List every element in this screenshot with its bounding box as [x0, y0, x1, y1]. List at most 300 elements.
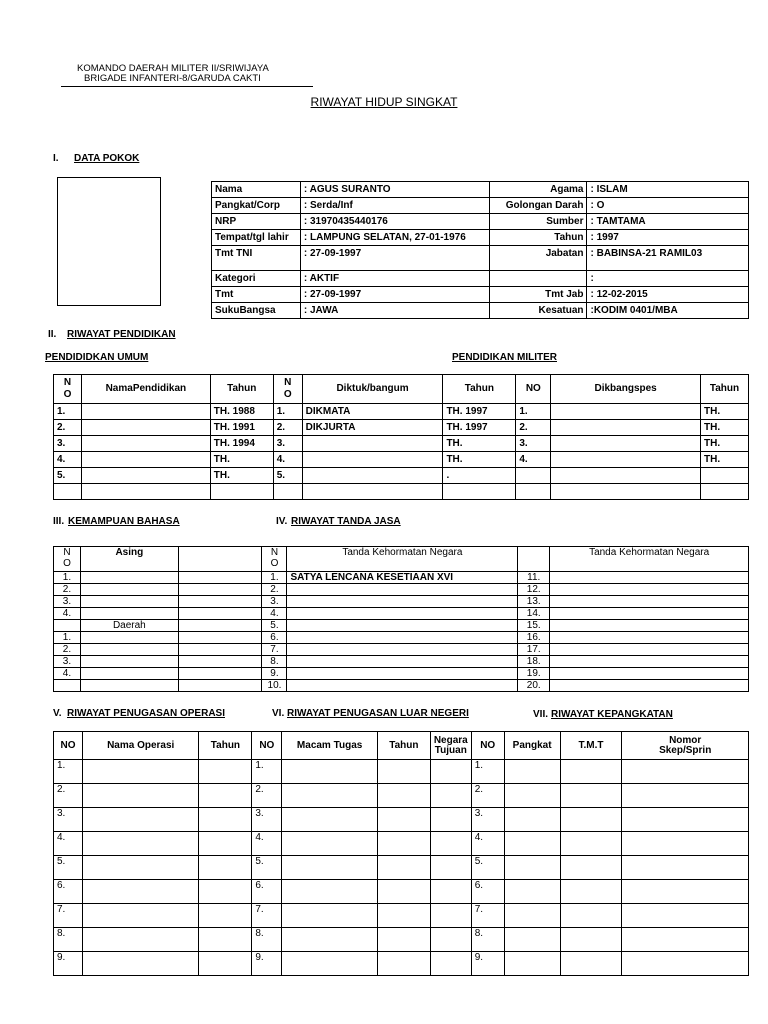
column-header: Tahun — [199, 732, 252, 760]
table-cell — [287, 680, 518, 692]
table-cell: 4. — [273, 452, 302, 468]
table-cell: SATYA LENCANA KESETIAAN XVI — [287, 572, 518, 584]
table-cell — [377, 880, 430, 904]
table-cell: 6. — [54, 880, 83, 904]
field-label: Tempat/tgl lahir — [212, 230, 301, 246]
column-header: NO — [516, 375, 551, 404]
table-cell: DIKMATA — [302, 404, 443, 420]
table-cell — [622, 760, 749, 784]
table-row — [54, 584, 749, 596]
table-cell: TH. — [700, 420, 748, 436]
table-cell — [54, 680, 81, 692]
column-header: T.M.T — [560, 732, 622, 760]
table-cell — [199, 952, 252, 976]
table-cell — [622, 928, 749, 952]
table-cell — [178, 584, 262, 596]
table-cell — [430, 760, 471, 784]
column-header: Negara Tujuan — [430, 732, 471, 760]
field-label: SukuBangsa — [212, 303, 301, 319]
table-cell: 7. — [471, 904, 504, 928]
table-cell — [199, 880, 252, 904]
table-cell — [504, 952, 560, 976]
table-cell — [80, 656, 178, 668]
table-cell — [377, 760, 430, 784]
field-label: Golongan Darah — [489, 198, 587, 214]
header-rule — [61, 86, 313, 87]
table-cell: 16. — [518, 632, 550, 644]
section-5-number: V. — [53, 708, 62, 719]
column-header: Tanda Kehormatan Negara — [287, 547, 518, 572]
column-header — [178, 547, 262, 572]
column-header: Tanda Kehormatan Negara — [550, 547, 749, 572]
table-cell: 1. — [273, 404, 302, 420]
table-cell — [560, 880, 622, 904]
data-pokok-row — [212, 303, 749, 319]
table-cell: 1. — [54, 404, 82, 420]
column-header: Diktuk/bangum — [302, 375, 443, 404]
table-cell — [282, 784, 378, 808]
table-cell — [287, 632, 518, 644]
table-cell: TH. 1997 — [443, 404, 516, 420]
bahasa-jasa-header-row — [54, 547, 749, 572]
table-cell — [80, 668, 178, 680]
table-cell — [302, 436, 443, 452]
pendidikan-header-row — [54, 375, 749, 404]
table-cell: 1. — [54, 632, 81, 644]
table-cell — [443, 484, 516, 500]
column-header: Nama Operasi — [82, 732, 199, 760]
field-label: Tmt Jab — [489, 287, 587, 303]
table-cell — [282, 808, 378, 832]
table-cell — [287, 656, 518, 668]
table-cell: 7. — [262, 644, 287, 656]
table-cell — [430, 808, 471, 832]
table-cell — [82, 904, 199, 928]
table-cell: . — [443, 468, 516, 484]
table-cell — [82, 832, 199, 856]
table-cell: 5. — [252, 856, 282, 880]
field-label: Kesatuan — [489, 303, 587, 319]
data-pokok-row — [212, 287, 749, 303]
table-cell — [287, 644, 518, 656]
table-cell — [504, 808, 560, 832]
pendidikan-umum-label: PENDIDIDKAN UMUM — [45, 352, 149, 363]
table-cell — [560, 952, 622, 976]
table-cell — [80, 644, 178, 656]
table-row — [54, 784, 749, 808]
table-cell — [377, 808, 430, 832]
column-header: NO — [471, 732, 504, 760]
table-row — [54, 436, 749, 452]
table-cell — [178, 632, 262, 644]
table-cell — [273, 484, 302, 500]
table-row — [54, 404, 749, 420]
field-value: : 1997 — [587, 230, 749, 246]
table-cell: 4. — [54, 452, 82, 468]
table-cell — [551, 404, 701, 420]
table-cell — [550, 680, 749, 692]
table-cell — [550, 584, 749, 596]
field-value: : 27-09-1997 — [300, 246, 489, 271]
table-row — [54, 644, 749, 656]
column-header: NO — [252, 732, 282, 760]
table-row — [54, 760, 749, 784]
table-cell: 4. — [54, 608, 81, 620]
table-cell — [178, 596, 262, 608]
table-cell: 19. — [518, 668, 550, 680]
table-cell — [178, 656, 262, 668]
table-cell: TH. — [210, 468, 273, 484]
table-cell — [81, 484, 210, 500]
table-cell: TH. 1994 — [210, 436, 273, 452]
pendidikan-militer-label: PENDIDIKAN MILITER — [452, 352, 557, 363]
field-value: : BABINSA-21 RAMIL03 — [587, 246, 749, 271]
field-label: NRP — [212, 214, 301, 230]
table-row — [54, 452, 749, 468]
table-cell — [551, 420, 701, 436]
table-cell: 9. — [262, 668, 287, 680]
table-cell: 7. — [54, 904, 83, 928]
table-row — [54, 620, 749, 632]
table-row — [54, 952, 749, 976]
table-cell — [302, 452, 443, 468]
section-1-title: DATA POKOK — [74, 153, 140, 164]
pendidikan-table — [53, 374, 749, 500]
table-cell — [80, 584, 178, 596]
table-cell: 3. — [54, 596, 81, 608]
table-cell — [377, 952, 430, 976]
header-line-2: BRIGADE INFANTERI-8/GARUDA CAKTI — [84, 73, 261, 84]
table-cell: TH. 1988 — [210, 404, 273, 420]
table-cell — [622, 880, 749, 904]
table-cell — [287, 608, 518, 620]
table-cell — [80, 680, 178, 692]
column-header: Asing — [80, 547, 178, 572]
table-cell: TH. 1997 — [443, 420, 516, 436]
table-row — [54, 572, 749, 584]
table-cell: 3. — [516, 436, 551, 452]
table-cell: TH. — [700, 452, 748, 468]
table-cell: 20. — [518, 680, 550, 692]
field-value: : ISLAM — [587, 182, 749, 198]
table-cell — [560, 760, 622, 784]
table-row — [54, 468, 749, 484]
table-cell — [282, 904, 378, 928]
table-cell: 6. — [471, 880, 504, 904]
table-cell: 9. — [54, 952, 83, 976]
table-cell — [430, 784, 471, 808]
table-cell: 3. — [262, 596, 287, 608]
penugasan-table — [53, 731, 749, 976]
table-cell — [550, 608, 749, 620]
table-cell — [560, 856, 622, 880]
table-cell — [377, 832, 430, 856]
column-header: Dikbangspes — [551, 375, 701, 404]
section-4-number: IV. — [276, 516, 288, 527]
section-2-number: II. — [48, 329, 57, 340]
field-value: : LAMPUNG SELATAN, 27-01-1976 — [300, 230, 489, 246]
field-value: : 12-02-2015 — [587, 287, 749, 303]
table-cell: 18. — [518, 656, 550, 668]
field-value: : AKTIF — [300, 271, 489, 287]
table-cell — [551, 452, 701, 468]
column-header — [518, 547, 550, 572]
column-header: N O — [54, 375, 82, 404]
table-row — [54, 420, 749, 436]
table-cell — [82, 856, 199, 880]
table-cell — [700, 468, 748, 484]
table-cell: 9. — [471, 952, 504, 976]
table-cell — [81, 452, 210, 468]
table-row — [54, 632, 749, 644]
table-cell: TH. — [443, 452, 516, 468]
table-row — [54, 656, 749, 668]
table-cell — [430, 832, 471, 856]
field-value: : 27-09-1997 — [300, 287, 489, 303]
column-header: Macam Tugas — [282, 732, 378, 760]
field-value: :KODIM 0401/MBA — [587, 303, 749, 319]
table-cell — [199, 760, 252, 784]
table-cell: 9. — [252, 952, 282, 976]
table-cell — [282, 856, 378, 880]
table-cell — [377, 928, 430, 952]
table-cell: 14. — [518, 608, 550, 620]
table-cell: 1. — [471, 760, 504, 784]
column-header: Nomor Skep/Sprin — [622, 732, 749, 760]
table-cell — [178, 644, 262, 656]
table-cell — [80, 632, 178, 644]
field-label: Tmt TNI — [212, 246, 301, 271]
table-cell — [430, 928, 471, 952]
table-cell — [504, 904, 560, 928]
data-pokok-row — [212, 271, 749, 287]
table-cell — [287, 596, 518, 608]
table-cell: 17. — [518, 644, 550, 656]
table-cell — [80, 608, 178, 620]
table-cell — [81, 404, 210, 420]
table-cell: 2. — [54, 784, 83, 808]
table-row — [54, 608, 749, 620]
column-header: N O — [54, 547, 81, 572]
table-cell — [504, 832, 560, 856]
table-cell — [550, 668, 749, 680]
table-cell — [282, 832, 378, 856]
table-cell: 2. — [252, 784, 282, 808]
section-1-number: I. — [53, 153, 59, 164]
table-cell: 4. — [54, 832, 83, 856]
table-cell: 15. — [518, 620, 550, 632]
table-cell — [178, 620, 262, 632]
table-cell — [282, 928, 378, 952]
field-label: Pangkat/Corp — [212, 198, 301, 214]
field-value: : TAMTAMA — [587, 214, 749, 230]
table-cell — [551, 436, 701, 452]
table-cell — [82, 808, 199, 832]
table-cell — [550, 656, 749, 668]
table-cell — [560, 784, 622, 808]
table-cell — [82, 880, 199, 904]
table-cell — [504, 928, 560, 952]
column-header: NO — [54, 732, 83, 760]
table-cell: 10. — [262, 680, 287, 692]
table-cell: 1. — [54, 572, 81, 584]
table-cell — [178, 680, 262, 692]
table-cell: 2. — [471, 784, 504, 808]
table-cell: 3. — [54, 436, 82, 452]
section-7-number: VII. — [533, 709, 549, 720]
table-cell: 1. — [262, 572, 287, 584]
table-cell — [82, 928, 199, 952]
table-cell — [82, 784, 199, 808]
field-label: Tahun — [489, 230, 587, 246]
table-cell: 4. — [252, 832, 282, 856]
section-4-title: RIWAYAT TANDA JASA — [291, 516, 401, 527]
table-cell — [199, 928, 252, 952]
table-cell — [622, 856, 749, 880]
table-row — [54, 856, 749, 880]
table-cell: TH. — [210, 452, 273, 468]
table-cell — [560, 904, 622, 928]
table-cell — [504, 784, 560, 808]
table-cell — [178, 572, 262, 584]
table-cell — [377, 784, 430, 808]
column-header: NamaPendidikan — [81, 375, 210, 404]
table-cell — [287, 584, 518, 596]
table-cell — [516, 468, 551, 484]
table-cell: TH. — [700, 436, 748, 452]
table-cell — [377, 856, 430, 880]
table-cell: Daerah — [80, 620, 178, 632]
table-cell: 4. — [516, 452, 551, 468]
table-row — [54, 596, 749, 608]
table-cell — [199, 856, 252, 880]
table-cell — [81, 468, 210, 484]
column-header: Tahun — [700, 375, 748, 404]
table-cell: 3. — [54, 656, 81, 668]
table-cell: 11. — [518, 572, 550, 584]
table-row — [54, 680, 749, 692]
table-cell: 3. — [252, 808, 282, 832]
bahasa-jasa-table — [53, 546, 749, 692]
table-row — [54, 832, 749, 856]
field-value: : Serda/Inf — [300, 198, 489, 214]
table-cell: 2. — [516, 420, 551, 436]
table-cell: TH. — [700, 404, 748, 420]
table-cell: TH. — [443, 436, 516, 452]
data-pokok-row — [212, 198, 749, 214]
table-cell — [550, 620, 749, 632]
table-cell — [199, 832, 252, 856]
table-cell — [377, 904, 430, 928]
table-cell: TH. 1991 — [210, 420, 273, 436]
table-cell — [430, 952, 471, 976]
field-value: : O — [587, 198, 749, 214]
page-title: RIWAYAT HIDUP SINGKAT — [310, 95, 458, 109]
table-cell — [551, 468, 701, 484]
table-cell — [622, 904, 749, 928]
table-row — [54, 904, 749, 928]
table-cell: 3. — [471, 808, 504, 832]
column-header: Pangkat — [504, 732, 560, 760]
section-3-number: III. — [53, 516, 65, 527]
table-cell: 5. — [54, 468, 82, 484]
table-cell — [622, 784, 749, 808]
table-cell: 1. — [516, 404, 551, 420]
table-row — [54, 484, 749, 500]
table-cell — [700, 484, 748, 500]
table-cell — [282, 760, 378, 784]
table-row — [54, 808, 749, 832]
table-row — [54, 928, 749, 952]
table-cell — [504, 760, 560, 784]
table-cell — [82, 760, 199, 784]
data-pokok-row — [212, 246, 749, 271]
section-5-title: RIWAYAT PENUGASAN OPERASI — [67, 708, 225, 719]
field-value: : — [587, 271, 749, 287]
table-cell — [80, 596, 178, 608]
table-cell — [80, 572, 178, 584]
table-cell — [550, 572, 749, 584]
table-cell — [302, 484, 443, 500]
table-cell: 13. — [518, 596, 550, 608]
table-cell: 4. — [54, 668, 81, 680]
table-cell — [551, 484, 701, 500]
table-cell — [199, 904, 252, 928]
table-cell: 2. — [54, 584, 81, 596]
table-cell: 8. — [54, 928, 83, 952]
table-cell — [302, 468, 443, 484]
table-cell — [430, 904, 471, 928]
table-cell — [282, 880, 378, 904]
table-cell — [81, 420, 210, 436]
data-pokok-row — [212, 214, 749, 230]
section-7-title: RIWAYAT KEPANGKATAN — [551, 709, 673, 720]
table-cell: 1. — [54, 760, 83, 784]
field-label — [489, 271, 587, 287]
table-cell: 1. — [252, 760, 282, 784]
table-row — [54, 880, 749, 904]
table-cell: DIKJURTA — [302, 420, 443, 436]
table-cell: 6. — [252, 880, 282, 904]
table-cell: 8. — [471, 928, 504, 952]
field-value: : JAWA — [300, 303, 489, 319]
column-header: Tahun — [443, 375, 516, 404]
table-cell — [516, 484, 551, 500]
table-cell: 8. — [262, 656, 287, 668]
table-cell: 3. — [273, 436, 302, 452]
table-cell — [504, 856, 560, 880]
table-cell — [622, 808, 749, 832]
table-cell — [560, 928, 622, 952]
table-cell — [550, 596, 749, 608]
table-cell: 7. — [252, 904, 282, 928]
table-cell — [282, 952, 378, 976]
data-pokok-row — [212, 230, 749, 246]
table-cell — [287, 620, 518, 632]
table-cell — [560, 832, 622, 856]
table-cell — [560, 808, 622, 832]
table-cell — [550, 632, 749, 644]
section-6-number: VI. — [272, 708, 285, 719]
table-cell: 3. — [54, 808, 83, 832]
table-cell: 2. — [54, 644, 81, 656]
data-pokok-table — [211, 181, 749, 319]
table-cell — [430, 880, 471, 904]
table-cell: 5. — [273, 468, 302, 484]
field-label: Tmt — [212, 287, 301, 303]
field-label: Agama — [489, 182, 587, 198]
field-value: : AGUS SURANTO — [300, 182, 489, 198]
